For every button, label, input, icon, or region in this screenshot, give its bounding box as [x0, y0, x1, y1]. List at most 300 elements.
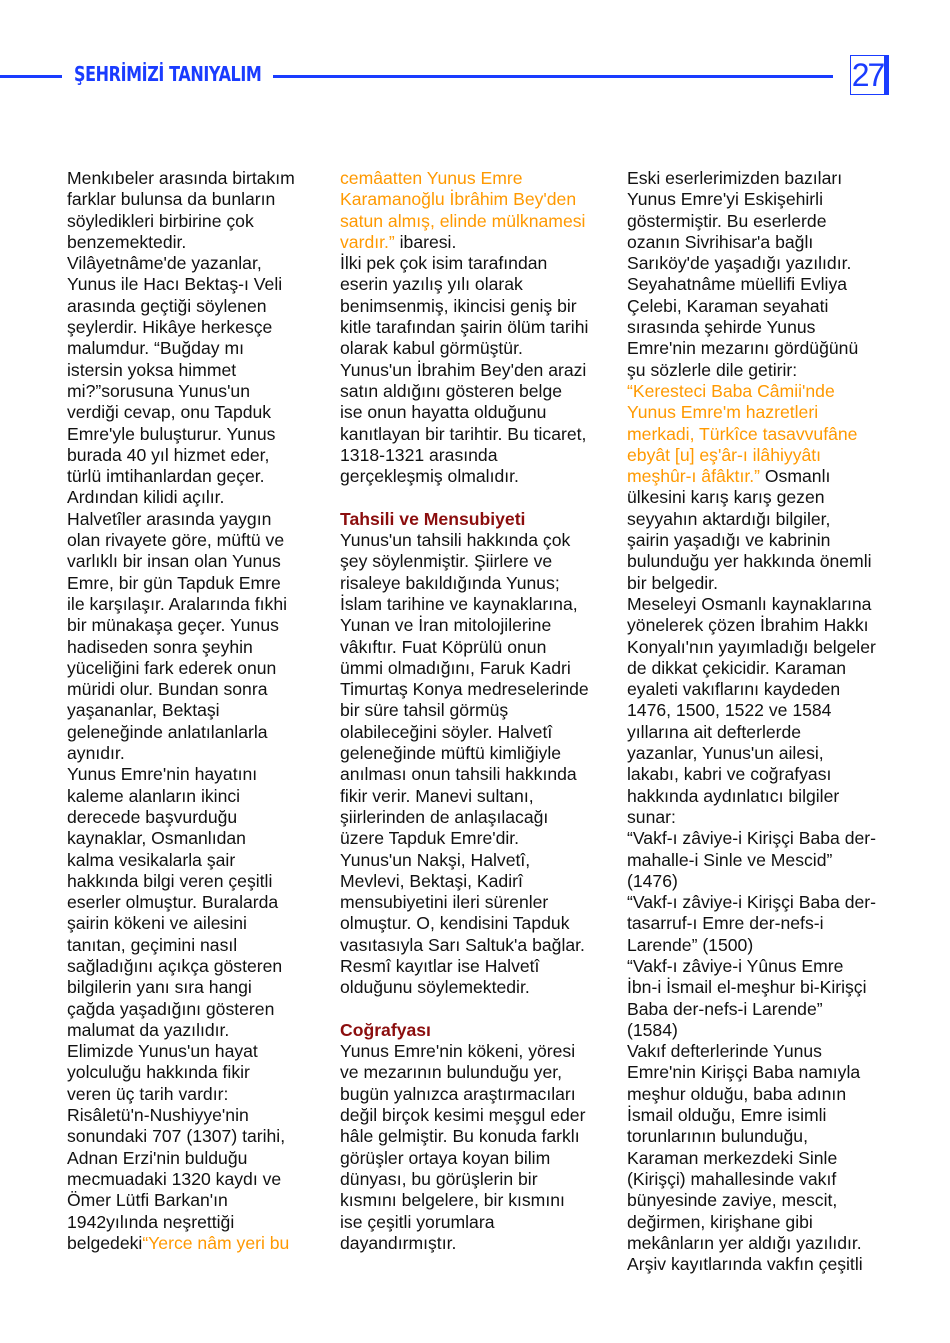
body-text: bir süre tahsil görmüş [340, 700, 509, 721]
text-line [340, 338, 589, 359]
text-line [627, 530, 876, 551]
body-text: Emre'nin Kirişçi Baba namıyla [627, 1062, 861, 1083]
text-line [340, 977, 589, 998]
text-line [67, 786, 295, 807]
text-line [627, 700, 876, 721]
body-text: bugün yalnızca araştırmacıları [340, 1083, 576, 1104]
body-text: sırasında şehirde Yunus [627, 317, 816, 338]
text-line [627, 935, 876, 956]
page-number: 27 [850, 55, 889, 95]
body-text: mi?”sorusuna Yunus'un [67, 380, 250, 401]
body-text: İlki pek çok isim tarafından [340, 253, 548, 274]
text-line [67, 1062, 295, 1083]
body-text: (Kirişçi) mahallesinde vakıf [627, 1168, 837, 1189]
body-text: Yunus ile Hacı Bektaş-ı Veli [67, 274, 283, 295]
body-text: benimsenmiş, ikincisi geniş bir [340, 295, 577, 316]
body-text: Emre'nin mezarını gördüğünü [627, 338, 859, 359]
text-line [627, 466, 876, 487]
text-line [340, 850, 589, 871]
body-text: eyaleti vakıflarını kaydeden [627, 679, 841, 700]
body-text: gerçekleşmiş olmalıdır. [340, 466, 519, 487]
text-line [67, 551, 295, 572]
body-text: Yunus'un İbrahim Bey'den arazi [340, 359, 587, 380]
body-text: hâle gelmiştir. Bu konuda farklı [340, 1126, 580, 1147]
body-text: bir belgedir. [627, 572, 718, 593]
body-text: olmuştur. O, kendisini Tapduk [340, 913, 570, 934]
header-rule-left [0, 75, 62, 78]
text-line [627, 956, 876, 977]
body-text: 1942yılında neşrettiği [67, 1211, 235, 1232]
section-heading [340, 509, 589, 530]
body-text: sağladığını açıkça gösteren [67, 955, 283, 976]
body-text: “Vakf-ı zâviye-i Kirişçi Baba der- [627, 892, 876, 913]
text-line [627, 892, 876, 913]
text-line [627, 1084, 876, 1105]
text-line [340, 381, 589, 402]
text-line [67, 573, 295, 594]
body-text: Adnan Erzi'nin bulduğu [67, 1147, 248, 1168]
body-text: şu sözlerle dile getirir: [627, 359, 798, 380]
body-text: İslam tarihine ve kaynaklarına, [340, 593, 578, 614]
section-heading-text: Coğrafyası [340, 1019, 431, 1040]
text-line [627, 913, 876, 934]
quote-text: vardır.” [340, 231, 395, 252]
text-line [627, 211, 876, 232]
text-line [627, 786, 876, 807]
text-line [67, 615, 295, 636]
body-text: “Vakf-ı zâviye-i Yûnus Emre [627, 955, 844, 976]
quote-text: “Yerce nâm yeri bu [142, 1232, 290, 1253]
body-text: Yunus'un tahsili hakkında çok [340, 530, 571, 551]
text-line [627, 1169, 876, 1190]
text-line [67, 999, 295, 1020]
text-line [627, 381, 876, 402]
body-text: yaşananlar, Bektaşi [67, 700, 220, 721]
body-text: Mevlevi, Bektaşi, Kadirî [340, 870, 523, 891]
body-text: malumdur. “Buğday mı [67, 338, 244, 359]
text-line [340, 168, 589, 189]
body-text: lakabı, kabri ve coğrafyası [627, 764, 832, 785]
text-line [340, 1212, 589, 1233]
text-line [340, 807, 589, 828]
text-line [340, 700, 589, 721]
text-line [67, 402, 295, 423]
text-line [67, 594, 295, 615]
body-text: değil birçok kesimi meşgul eder [340, 1105, 586, 1126]
text-line [67, 360, 295, 381]
body-text: kaleme alanların ikinci [67, 785, 241, 806]
text-line [67, 530, 295, 551]
text-line [627, 509, 876, 530]
body-text: seyyahın aktardığı bilgiler, [627, 508, 831, 529]
body-text: yıllarına ait defterlerde [627, 721, 802, 742]
body-text: Seyahatnâme müellifi Evliya [627, 274, 848, 295]
body-text: mekânların yer aldığı yazılıdır. [627, 1232, 862, 1253]
body-text: İsmail olduğu, Emre isimli [627, 1105, 827, 1126]
body-text: vâkıftır. Fuat Köprülü onun [340, 636, 547, 657]
text-line [340, 360, 589, 381]
body-text: aynıdır. [67, 743, 125, 764]
text-line [627, 871, 876, 892]
text-line [340, 573, 589, 594]
text-line [67, 317, 295, 338]
text-line [340, 1148, 589, 1169]
body-text: ibaresi. [394, 231, 457, 252]
body-text: belgedeki [67, 1232, 143, 1253]
text-line [340, 637, 589, 658]
text-line [67, 509, 295, 530]
text-line [627, 615, 876, 636]
text-line [340, 679, 589, 700]
body-text: yüceliğini fark ederek onun [67, 657, 277, 678]
body-text: Çelebi, Karaman seyahati [627, 295, 829, 316]
text-line [67, 913, 295, 934]
text-line [627, 168, 876, 189]
text-line [340, 1126, 589, 1147]
body-text: kısmını belgelere, bir kısmını [340, 1190, 565, 1211]
body-text: hakkında aydınlatıcı bilgiler [627, 785, 840, 806]
text-line [340, 1105, 589, 1126]
text-line [340, 722, 589, 743]
body-text: sunar: [627, 806, 676, 827]
body-text: Yunus Emre'nin hayatını [67, 764, 258, 785]
quote-text: “Keresteci Baba Câmii'nde [627, 380, 835, 401]
text-line [340, 424, 589, 445]
text-line [340, 935, 589, 956]
body-text: Eski eserlerimizden bazıları [627, 168, 843, 188]
body-text: (1476) [627, 870, 678, 891]
text-line [627, 1233, 876, 1254]
body-text: 1476, 1500, 1522 ve 1584 [627, 700, 832, 721]
body-text: meşhur olduğu, baba adının [627, 1083, 847, 1104]
text-line [627, 1190, 876, 1211]
text-line [340, 956, 589, 977]
body-text: veren üç tarih vardır: [67, 1083, 229, 1104]
section-heading-text: Tahsili ve Mensubiyeti [340, 508, 526, 529]
body-text: İbn-i İsmail el-meşhur bi-Kirişçi [627, 977, 867, 998]
body-text: Osmanlı [759, 466, 831, 487]
text-line [67, 211, 295, 232]
body-text: fikir verir. Manevi sultanı, [340, 785, 534, 806]
text-line [67, 445, 295, 466]
text-line [340, 189, 589, 210]
body-text: olduğunu söylemektedir. [340, 977, 530, 998]
body-text: anılması onun tahsili hakkında [340, 764, 577, 785]
body-text: olan rivayete göre, müftü ve [67, 530, 285, 551]
body-text: Timurtaş Konya medreselerinde [340, 679, 589, 700]
text-line [627, 679, 876, 700]
section-title: ŞEHRİMİZİ TANIYALIM [74, 62, 262, 86]
body-text: üzere Tapduk Emre'dir. [340, 828, 520, 849]
text-line [67, 956, 295, 977]
text-line [67, 764, 295, 785]
body-text: ülkesini karış karış gezen [627, 487, 825, 508]
text-line [67, 1041, 295, 1062]
body-text: dayandırmıştır. [340, 1232, 457, 1253]
body-text: arasında geçtiği söylenen [67, 295, 267, 316]
text-line [67, 700, 295, 721]
text-line [67, 679, 295, 700]
text-line [627, 189, 876, 210]
article-column-2 [340, 168, 589, 1254]
body-text: Risâletü'n-Nushiyye'nin [67, 1105, 249, 1126]
paragraph-gap [340, 487, 589, 508]
text-line [67, 1084, 295, 1105]
text-line [340, 871, 589, 892]
text-line [340, 828, 589, 849]
text-line [627, 551, 876, 572]
text-line [627, 658, 876, 679]
text-line [627, 764, 876, 785]
body-text: “Vakf-ı zâviye-i Kirişçi Baba der- [627, 828, 876, 849]
text-line [627, 487, 876, 508]
text-line [340, 1233, 589, 1254]
body-text: çağda yaşadığını gösteren [67, 998, 275, 1019]
text-line [627, 828, 876, 849]
text-line [67, 466, 295, 487]
text-line [627, 807, 876, 828]
body-text: satın aldığını gösteren belge [340, 380, 563, 401]
body-text: vasıtasıyla Sarı Saltuk'a bağlar. [340, 934, 585, 955]
body-text: Meseleyi Osmanlı kaynaklarına [627, 593, 872, 614]
body-text: şey söylenmiştir. Şiirlere ve [340, 551, 553, 572]
text-line [67, 977, 295, 998]
text-line [340, 658, 589, 679]
body-text: Yunus Emre'nin kökeni, yöresi [340, 1041, 576, 1062]
text-line [67, 1105, 295, 1126]
text-line [627, 1126, 876, 1147]
text-line [67, 1148, 295, 1169]
body-text: Resmî kayıtlar ise Halvetî [340, 955, 540, 976]
body-text: söyledikleri birbirine çok [67, 210, 254, 231]
text-line [67, 487, 295, 508]
body-text: Elimizde Yunus'un hayat [67, 1041, 258, 1062]
text-line [340, 1190, 589, 1211]
text-line [67, 637, 295, 658]
body-text: Konyalı'nın yayımladığı belgeler [627, 636, 876, 657]
text-line [340, 1084, 589, 1105]
text-line [340, 530, 589, 551]
text-line [67, 338, 295, 359]
text-line [627, 743, 876, 764]
body-text: Vilâyetnâme'de yazanlar, [67, 253, 262, 274]
body-text: bir münakaşa geçer. Yunus [67, 615, 279, 636]
body-text: Karaman merkezdeki Sinle [627, 1147, 838, 1168]
body-text: türlü imtihanlardan geçer. [67, 466, 265, 487]
body-text: ise çeşitli yorumlara [340, 1211, 495, 1232]
body-text: 1318-1321 arasında [340, 444, 498, 465]
body-text: burada 40 yıl hizmet eder, [67, 444, 270, 465]
text-line [67, 722, 295, 743]
body-text: şairin yaşadığı ve kabrinin [627, 530, 831, 551]
text-line [627, 232, 876, 253]
body-text: malumat da yazılıdır. [67, 1019, 230, 1040]
paragraph-gap [340, 999, 589, 1020]
body-text: dünyası, bu görüşlerin bir [340, 1168, 538, 1189]
text-line [627, 445, 876, 466]
text-line [627, 1212, 876, 1233]
body-text: mecmuadaki 1320 kaydı ve [67, 1168, 282, 1189]
body-text: hadiseden sonra şeyhin [67, 636, 253, 657]
body-text: kitle tarafından şairin ölüm tarihi [340, 317, 589, 338]
body-text: ise onun hayatta olduğunu [340, 402, 547, 423]
body-text: bulunduğu yer hakkında önemli [627, 551, 872, 572]
body-text: geleneğinde anlatılanlarla [67, 721, 268, 742]
text-line [67, 658, 295, 679]
body-text: tanıtan, geçimini nasıl [67, 934, 238, 955]
body-text: tasarruf-ı Emre der-nefs-i [627, 913, 824, 934]
article-column-3 [627, 168, 876, 1275]
body-text: mensubiyetini ileri sürenler [340, 892, 549, 913]
text-line [67, 232, 295, 253]
quote-text: Karamanoğlu İbrâhim Bey'den [340, 189, 577, 210]
body-text: Vakıf defterlerinde Yunus [627, 1041, 822, 1062]
text-line [67, 935, 295, 956]
quote-text: meşhûr-ı âfâktır.” [627, 466, 760, 487]
text-line [67, 892, 295, 913]
body-text: olabileceğini söyler. Halvetî [340, 721, 553, 742]
body-text: ozanın Sivrihisar'a bağlı [627, 231, 814, 252]
text-line [627, 296, 876, 317]
text-line [67, 189, 295, 210]
body-text: Larende” (1500) [627, 934, 754, 955]
text-line [67, 274, 295, 295]
text-line [340, 786, 589, 807]
text-line [340, 466, 589, 487]
text-line [340, 1169, 589, 1190]
body-text: benzemektedir. [67, 231, 187, 252]
text-line [67, 424, 295, 445]
body-text: Yunan ve İran mitolojilerine [340, 615, 552, 636]
body-text: kaynaklar, Osmanlıdan [67, 828, 246, 849]
text-line [627, 424, 876, 445]
text-line [627, 637, 876, 658]
body-text: Arşiv kayıtlarında vakfın çeşitli [627, 1254, 863, 1275]
body-text: ve mezarının bulunduğu yer, [340, 1062, 563, 1083]
text-line [340, 743, 589, 764]
text-line [340, 551, 589, 572]
text-line [67, 871, 295, 892]
text-line [67, 743, 295, 764]
body-text: Ömer Lütfi Barkan'ın [67, 1190, 228, 1211]
body-text: yolculuğu hakkında fikir [67, 1062, 250, 1083]
text-line [67, 296, 295, 317]
text-line [67, 850, 295, 871]
body-text: de dikkat çekicidir. Karaman [627, 657, 847, 678]
body-text: mahalle-i Sinle ve Mescid” [627, 849, 833, 870]
text-line [627, 360, 876, 381]
body-text: risaleye bakıldığında Yunus; [340, 572, 560, 593]
body-text: Emre, bir gün Tapduk Emre [67, 572, 281, 593]
text-line [67, 253, 295, 274]
text-line [627, 338, 876, 359]
text-line [67, 1190, 295, 1211]
text-line [340, 913, 589, 934]
header-rule-right [273, 75, 833, 78]
body-text: Emre'yle buluşturur. Yunus [67, 423, 276, 444]
body-text: derecede başvurduğu [67, 806, 238, 827]
body-text: değirmen, kirişhane gibi [627, 1211, 813, 1232]
text-line [67, 1212, 295, 1233]
text-line [627, 1020, 876, 1041]
text-line [340, 402, 589, 423]
text-line [340, 1041, 589, 1062]
body-text: göstermiştir. Bu eserlerde [627, 210, 827, 231]
text-line [627, 999, 876, 1020]
quote-text: Yunus Emre'm hazretleri [627, 402, 819, 423]
body-text: olarak kabul görmüştür. [340, 338, 523, 359]
body-text: müridi olur. Bundan sonra [67, 679, 268, 700]
body-text: Baba der-nefs-i Larende” [627, 998, 823, 1019]
text-line [340, 296, 589, 317]
body-text: ümmi olmadığını, Faruk Kadri [340, 657, 571, 678]
body-text: eserler olmuştur. Buralarda [67, 892, 279, 913]
body-text: görüşler ortaya koyan bilim [340, 1147, 551, 1168]
text-line [627, 1105, 876, 1126]
text-line [340, 1062, 589, 1083]
body-text: istersin yoksa himmet [67, 359, 237, 380]
body-text: Yunus Emre'yi Eskişehirli [627, 189, 823, 210]
text-line [340, 892, 589, 913]
text-line [340, 764, 589, 785]
quote-text: cemâatten Yunus Emre [340, 168, 523, 188]
body-text: farklar bulunsa da bunların [67, 189, 276, 210]
text-line [627, 977, 876, 998]
body-text: verdiği cevap, onu Tapduk [67, 402, 272, 423]
body-text: Menkıbeler arasında birtakım [67, 168, 295, 188]
body-text: Yunus'un Nakşi, Halvetî, [340, 849, 531, 870]
text-line [627, 850, 876, 871]
body-text: geleneğinde müftü kimliğiyle [340, 743, 562, 764]
text-line [340, 615, 589, 636]
text-line [67, 168, 295, 189]
text-line [340, 274, 589, 295]
text-line [67, 1233, 295, 1254]
text-line [627, 594, 876, 615]
body-text: yazanlar, Yunus'un ailesi, [627, 743, 824, 764]
text-line [67, 1020, 295, 1041]
section-heading [340, 1020, 589, 1041]
body-text: şiirlerinden de anlaşılacağı [340, 806, 549, 827]
quote-text: satun almış, elinde mülknamesi [340, 210, 586, 231]
body-text: kalma vesikalarla şair [67, 849, 236, 870]
text-line [627, 317, 876, 338]
article-column-1 [67, 168, 295, 1254]
body-text: şeylerdir. Hikâye herkesçe [67, 317, 273, 338]
body-text: varlıklı bir insan olan Yunus [67, 551, 281, 572]
body-text: sonundaki 707 (1307) tarihi, [67, 1126, 286, 1147]
text-line [340, 253, 589, 274]
text-line [67, 1126, 295, 1147]
text-line [627, 1148, 876, 1169]
body-text: Ardından kilidi açılır. [67, 487, 225, 508]
body-text: Halvetîler arasında yaygın [67, 508, 272, 529]
text-line [340, 594, 589, 615]
text-line [627, 1041, 876, 1062]
text-line [627, 573, 876, 594]
body-text: ile karşılaşır. Aralarında fıkhi [67, 593, 288, 614]
text-line [67, 381, 295, 402]
text-line [627, 1254, 876, 1275]
text-line [627, 253, 876, 274]
body-text: bünyesinde zaviye, mescit, [627, 1190, 838, 1211]
text-line [340, 445, 589, 466]
text-line [627, 722, 876, 743]
quote-text: ebyât [u] eş'âr-ı ilâhiyyâtı [627, 444, 822, 465]
body-text: Sarıköy'de yaşadığı yazılıdır. [627, 253, 852, 274]
body-text: şairin kökeni ve ailesini [67, 913, 247, 934]
text-line [340, 211, 589, 232]
